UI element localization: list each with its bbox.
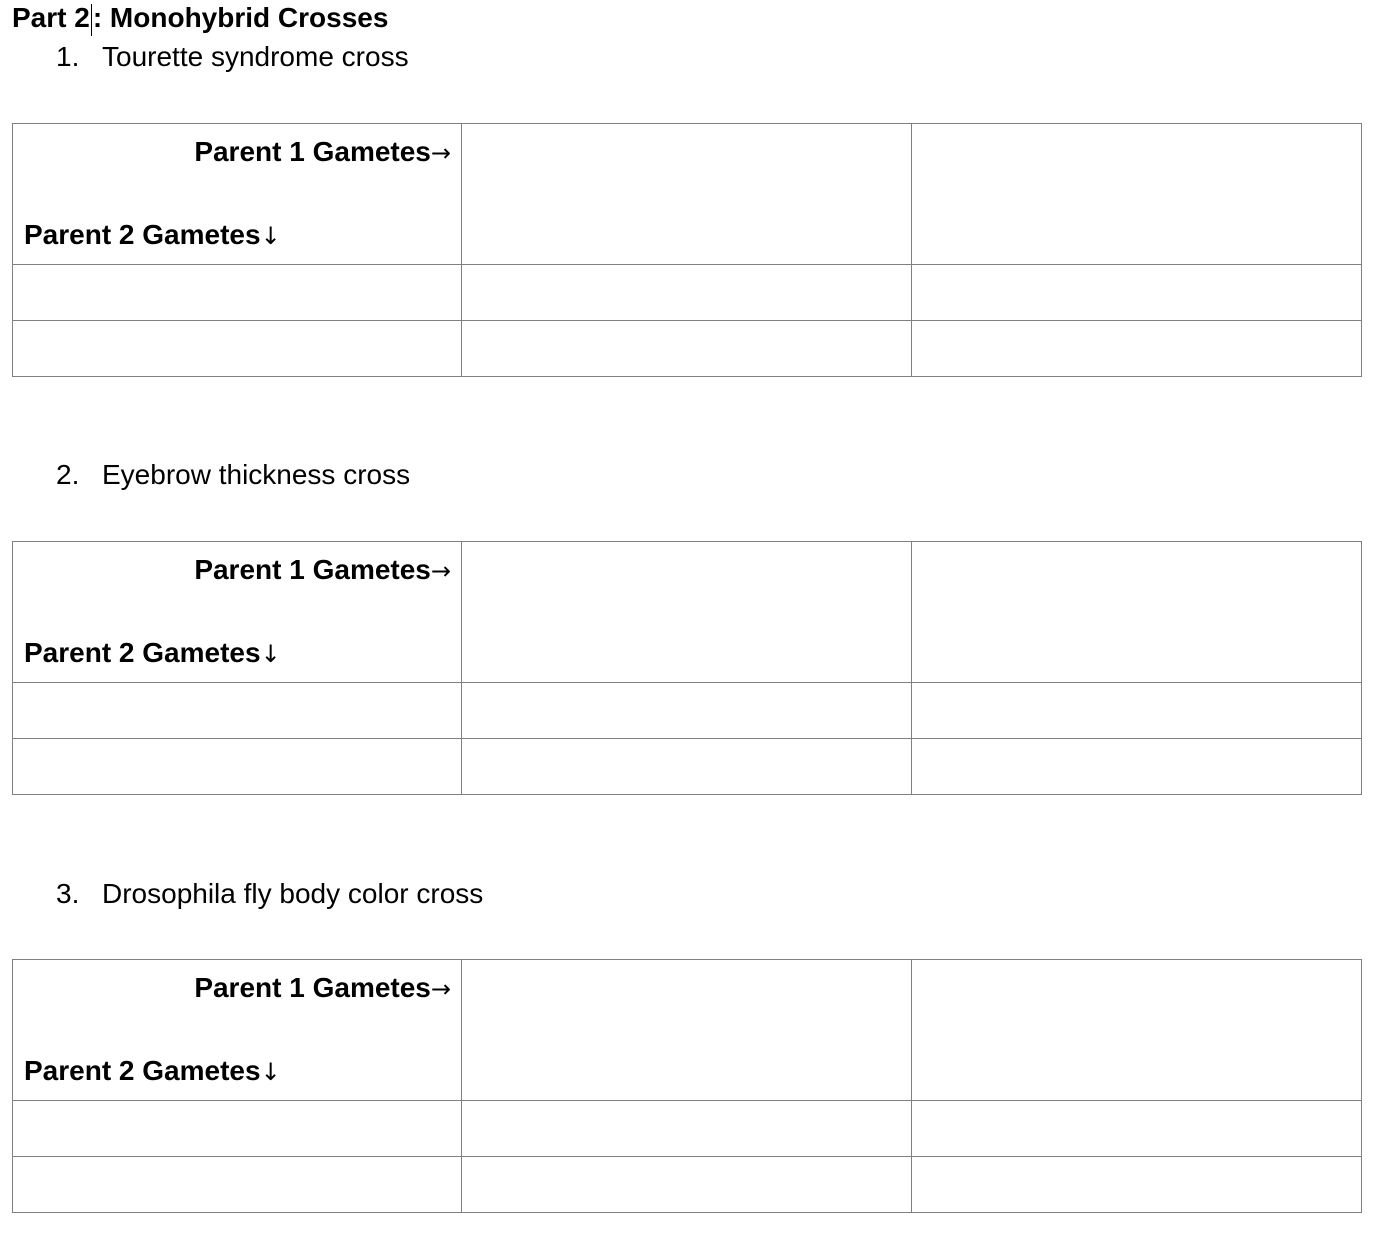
list-item-number: 2. <box>56 459 80 490</box>
text-cursor <box>91 4 92 36</box>
list-item-cross-1 <box>56 39 409 75</box>
header-cell[interactable] <box>13 542 462 683</box>
table-row <box>13 542 1362 683</box>
header-cell[interactable] <box>13 960 462 1101</box>
parent-2-gametes-label: Parent 2 Gametes↓ <box>24 637 281 668</box>
table-cell[interactable] <box>912 683 1362 739</box>
table-row <box>13 1101 1362 1157</box>
table-cell[interactable] <box>13 1101 462 1157</box>
parent-1-gametes-label: Parent 1 Gametes→ <box>194 972 451 1003</box>
table-cell[interactable] <box>912 1157 1362 1213</box>
table-row <box>13 124 1362 265</box>
table-row <box>13 1157 1362 1213</box>
table-cell[interactable] <box>912 265 1362 321</box>
right-arrow-icon: → <box>430 975 451 1003</box>
parent-1-gametes-label: Parent 1 Gametes→ <box>194 554 451 585</box>
page-title-part-b: : Monohybrid Crosses <box>92 2 389 33</box>
table-row <box>13 683 1362 739</box>
parent-2-gametes-label: Parent 2 Gametes↓ <box>24 1055 281 1086</box>
right-arrow-icon: → <box>430 557 451 585</box>
punnett-square-table-1 <box>12 123 1362 377</box>
table-cell[interactable] <box>462 1157 912 1213</box>
table-cell[interactable] <box>912 960 1362 1101</box>
table-cell[interactable] <box>462 265 912 321</box>
down-arrow-icon: ↓ <box>260 1058 281 1086</box>
punnett-square-table-3 <box>12 959 1362 1213</box>
table-row <box>13 739 1362 795</box>
down-arrow-icon: ↓ <box>260 222 281 250</box>
table-cell[interactable] <box>462 124 912 265</box>
table-cell[interactable] <box>13 265 462 321</box>
list-item-label: Eyebrow thickness cross <box>102 459 411 490</box>
header-cell[interactable] <box>13 124 462 265</box>
list-item-number: 3. <box>56 878 80 909</box>
table-cell[interactable] <box>912 321 1362 377</box>
right-arrow-icon: → <box>430 139 451 167</box>
parent-1-gametes-label: Parent 1 Gametes→ <box>194 136 451 167</box>
table-cell[interactable] <box>462 542 912 683</box>
table-row <box>13 321 1362 377</box>
page-title <box>12 0 388 36</box>
list-item-label: Tourette syndrome cross <box>102 41 409 72</box>
parent-2-gametes-label: Parent 2 Gametes↓ <box>24 219 281 250</box>
list-item-label: Drosophila fly body color cross <box>102 878 484 909</box>
table-cell[interactable] <box>462 739 912 795</box>
table-cell[interactable] <box>912 542 1362 683</box>
list-item-number: 1. <box>56 41 80 72</box>
list-item-cross-2 <box>56 457 410 493</box>
table-cell[interactable] <box>13 683 462 739</box>
page-title-part-a: Part 2 <box>12 2 90 33</box>
table-row <box>13 265 1362 321</box>
table-cell[interactable] <box>912 124 1362 265</box>
table-cell[interactable] <box>13 739 462 795</box>
down-arrow-icon: ↓ <box>260 640 281 668</box>
table-cell[interactable] <box>462 1101 912 1157</box>
table-cell[interactable] <box>912 739 1362 795</box>
table-cell[interactable] <box>462 683 912 739</box>
list-item-cross-3 <box>56 876 483 912</box>
punnett-square-table-2 <box>12 541 1362 795</box>
table-cell[interactable] <box>13 321 462 377</box>
table-cell[interactable] <box>462 321 912 377</box>
table-cell[interactable] <box>13 1157 462 1213</box>
table-cell[interactable] <box>462 960 912 1101</box>
table-cell[interactable] <box>912 1101 1362 1157</box>
table-row <box>13 960 1362 1101</box>
